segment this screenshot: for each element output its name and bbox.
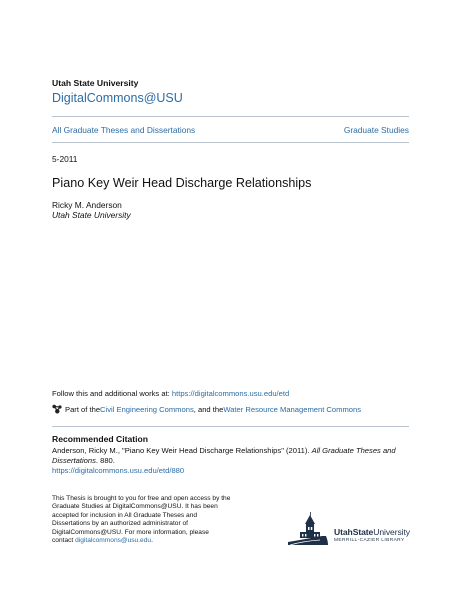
logo-word-bold: UtahState <box>334 527 374 537</box>
contact-email-link[interactable]: digitalcommons@usu.edu <box>75 537 152 545</box>
part-of-middle: , and the <box>193 404 224 414</box>
collection-link[interactable]: All Graduate Theses and Dissertations <box>52 125 196 135</box>
part-of-prefix: Part of the <box>65 404 101 414</box>
citation-text-before: Anderson, Ricky M., "Piano Key Weir Head Discharge Relationships" (2011). <box>52 446 312 455</box>
top-divider <box>52 116 409 117</box>
part-of-line <box>52 404 361 414</box>
logo-wordmark <box>334 527 410 537</box>
publication-date: 5-2011 <box>52 154 78 164</box>
department-link[interactable]: Graduate Studies <box>343 125 409 135</box>
citation-text-after: . 880. <box>95 456 115 466</box>
notice-text: This Thesis is brought to you for free and open access by the Graduate Studies at DigitalCommons@USU. It has been accepted for inclusion in All Graduate Theses and Dissertations by an authorized administrator of DigitalCommons@USU. For more information, please contact <box>52 495 231 545</box>
citation-text <box>52 446 409 477</box>
author-affiliation: Utah State University <box>52 210 131 220</box>
author-name: Ricky M. Anderson <box>52 200 122 210</box>
citation-series: All Graduate Theses and Dissertations <box>52 446 396 466</box>
access-notice <box>52 495 232 545</box>
follow-url-link[interactable]: https://digitalcommons.usu.edu/etd <box>171 389 290 398</box>
citation-heading: Recommended Citation <box>52 434 148 444</box>
network-icon <box>52 404 62 414</box>
water-resource-management-commons-link[interactable]: Water Resource Management Commons <box>223 404 362 414</box>
follow-prefix: Follow this and additional works at: <box>52 389 172 398</box>
citation-divider <box>52 426 409 427</box>
follow-line <box>52 389 289 398</box>
logo-word-light: University <box>373 527 410 537</box>
civil-engineering-commons-link[interactable]: Civil Engineering Commons <box>100 404 194 414</box>
bottom-divider <box>52 142 409 143</box>
citation-url-link[interactable]: https://digitalcommons.usu.edu/etd/880 <box>52 466 185 476</box>
logo-subtitle: MERRILL-CAZIER LIBRARY <box>334 538 405 543</box>
institution-name: Utah State University <box>52 78 139 88</box>
repository-link[interactable]: DigitalCommons@USU <box>52 91 183 105</box>
document-title: Piano Key Weir Head Discharge Relationships <box>52 176 312 190</box>
notice-end: . <box>151 537 153 545</box>
